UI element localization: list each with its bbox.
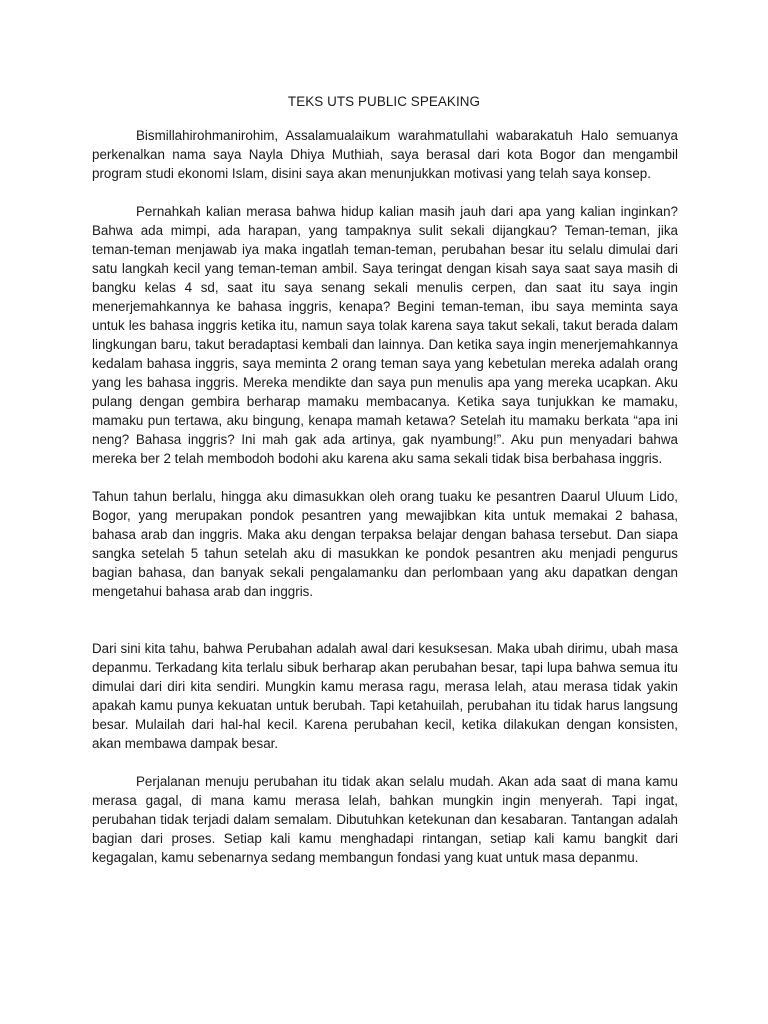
document-title: TEKS UTS PUBLIC SPEAKING [287,94,481,109]
paragraph-lesson: Dari sini kita tahu, bahwa Perubahan adalah awal dari kesuksesan. Maka ubah dirimu, ubah masa depanmu. Terkadang kita terlalu sibuk berharap akan perubahan besar, tapi lupa bahwa semua itu dimulai dari diri kita sendiri. Mungkin kamu merasa ragu, merasa lelah, atau merasa tidak yakin apakah kamu punya kekuatan untuk berubah. Tapi ketahuilah, perubahan itu tidak harus langsung besar. Mulailah dari hal-hal kecil. Karena perubahan kecil, ketika dilakukan dengan konsisten, akan membawa dampak besar. [92,641,678,751]
paragraph-story: Pernahkah kalian merasa bahwa hidup kalian masih jauh dari apa yang kalian inginkan? Bahwa ada mimpi, ada harapan, yang tampaknya sulit sekali dijangkau? Teman-teman, jika teman-teman menjawab iya maka ingatlah teman-teman, perubahan besar itu selalu dimulai dari satu langkah kecil yang teman-teman ambil. Saya teringat dengan kisah saya saat saya masih di bangku kelas 4 sd, saat itu saya senang sekali menulis cerpen, dan saat itu saya ingin menerjemahkannya ke bahasa inggris, kenapa? Begini teman-teman, ibu saya meminta saya untuk les bahasa inggris ketika itu, namun saya tolak karena saya takut sekali, takut berada dalam lingkungan baru, takut beradaptasi kembali dan lainnya. Dan ketika saya ingin menerjemahkannya kedalam bahasa inggris, saya meminta 2 orang teman saya yang kebetulan mereka adalah orang yang les bahasa inggris. Mereka mendikte dan saya pun menulis apa yang mereka ucapkan. Aku pulang dengan gembira berharap mamaku membacanya. Ketika saya tunjukkan ke mamaku, mamaku pun tertawa, aku bingung, kenapa mamah ketawa? Setelah itu mamaku berkata “apa ini neng? Bahasa inggris? Ini mah gak ada artinya, gak nyambung!”. Aku pun menyadari bahwa mereka ber 2 telah membodoh bodohi aku karena aku sama sekali tidak bisa berbahasa inggris. [92,204,678,466]
paragraph-opening: Bismillahirohmanirohim, Assalamualaikum warahmatullahi wabarakatuh Halo semuanya perkenalkan nama saya Nayla Dhiya Muthiah, saya berasal dari kota Bogor dan mengambil program studi ekonomi Islam, disini saya akan menunjukkan motivasi yang telah saya konsep. [92,128,678,181]
document-body [92,126,678,867]
paragraph-journey: Perjalanan menuju perubahan itu tidak akan selalu mudah. Akan ada saat di mana kamu merasa gagal, di mana kamu merasa lelah, bahkan mungkin ingin menyerah. Tapi ingat, perubahan tidak terjadi dalam semalam. Dibutuhkan ketekunan dan kesabaran. Tantangan adalah bagian dari proses. Setiap kali kamu menghadapi rintangan, setiap kali kamu bangkit dari kegagalan, kamu sebenarnya sedang membangun fondasi yang kuat untuk masa depanmu. [92,774,678,865]
paragraph-pesantren: Tahun tahun berlalu, hingga aku dimasukkan oleh orang tuaku ke pesantren Daarul Uluum Lido, Bogor, yang merupakan pondok pesantren yang mewajibkan kita untuk memakai 2 bahasa, bahasa arab dan inggris. Maka aku dengan terpaksa belajar dengan bahasa tersebut. Dan siapa sangka setelah 5 tahun setelah aku di masukkan ke pondok pesantren aku menjadi pengurus bagian bahasa, dan banyak sekali pengalamanku dan perlombaan yang aku dapatkan dengan mengetahui bahasa arab dan inggris. [92,489,678,599]
